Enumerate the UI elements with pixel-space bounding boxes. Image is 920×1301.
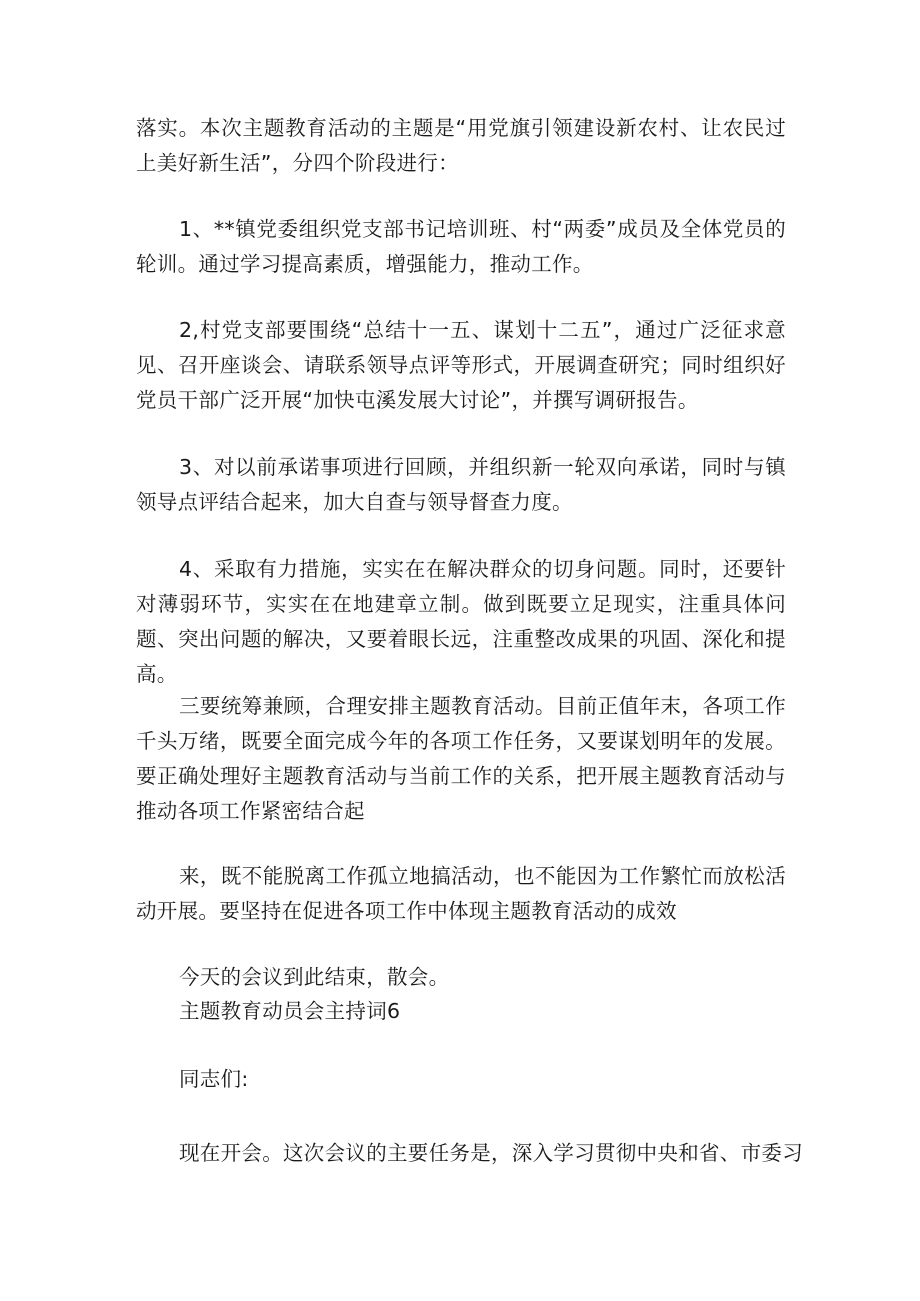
paragraph-stage-2: 2,村党支部要围绕“总结十一五、谋划十二五”，通过广泛征求意见、召开座谈会、请联系领导点评等形式，开展调查研究；同时组织好党员干部广泛开展“加快屯溪发展大讨论”，并撰写调研报告。 xyxy=(136,318,786,412)
section-title: 主题教育动员会主持词6 xyxy=(179,999,401,1023)
salutation: 同志们: xyxy=(179,1067,249,1091)
paragraph-coordination: 三要统筹兼顾，合理安排主题教育活动。目前正值年末，各项工作千头万绪，既要全面完成今年的各项工作任务，又要谋划明年的发展。要正确处理好主题教育活动与当前工作的关系，把开展主题教育活动与推动各项工作紧密结合起 xyxy=(136,694,786,823)
opening-paragraph: 现在开会。这次会议的主要任务是，深入学习贯彻中央和省、市委习 xyxy=(179,1141,803,1165)
paragraph-theme-intro: 落实。本次主题教育活动的主题是“用党旗引领建设新农村、让农民过上美好新生活”，分四个阶段进行： xyxy=(136,116,786,175)
paragraph-continuation: 来，既不能脱离工作孤立地搞活动，也不能因为工作繁忙而放松活动开展。要坚持在促进各项工作中体现主题教育活动的成效 xyxy=(136,864,786,923)
paragraph-stage-1: 1、**镇党委组织党支部书记培训班、村“两委”成员及全体党员的轮训。通过学习提高素质，增强能力，推动工作。 xyxy=(136,217,786,276)
paragraph-stage-4: 4、采取有力措施，实实在在解决群众的切身问题。同时，还要针对薄弱环节，实实在在地建章立制。做到既要立足现实，注重具体问题、突出问题的解决，又要着眼长远，注重整改成果的巩固、深化和提高。 xyxy=(136,557,786,686)
closing-remark: 今天的会议到此结束，散会。 xyxy=(179,965,450,989)
paragraph-stage-3: 3、对以前承诺事项进行回顾，并组织新一轮双向承诺，同时与镇领导点评结合起来，加大自查与领导督查力度。 xyxy=(136,455,786,514)
